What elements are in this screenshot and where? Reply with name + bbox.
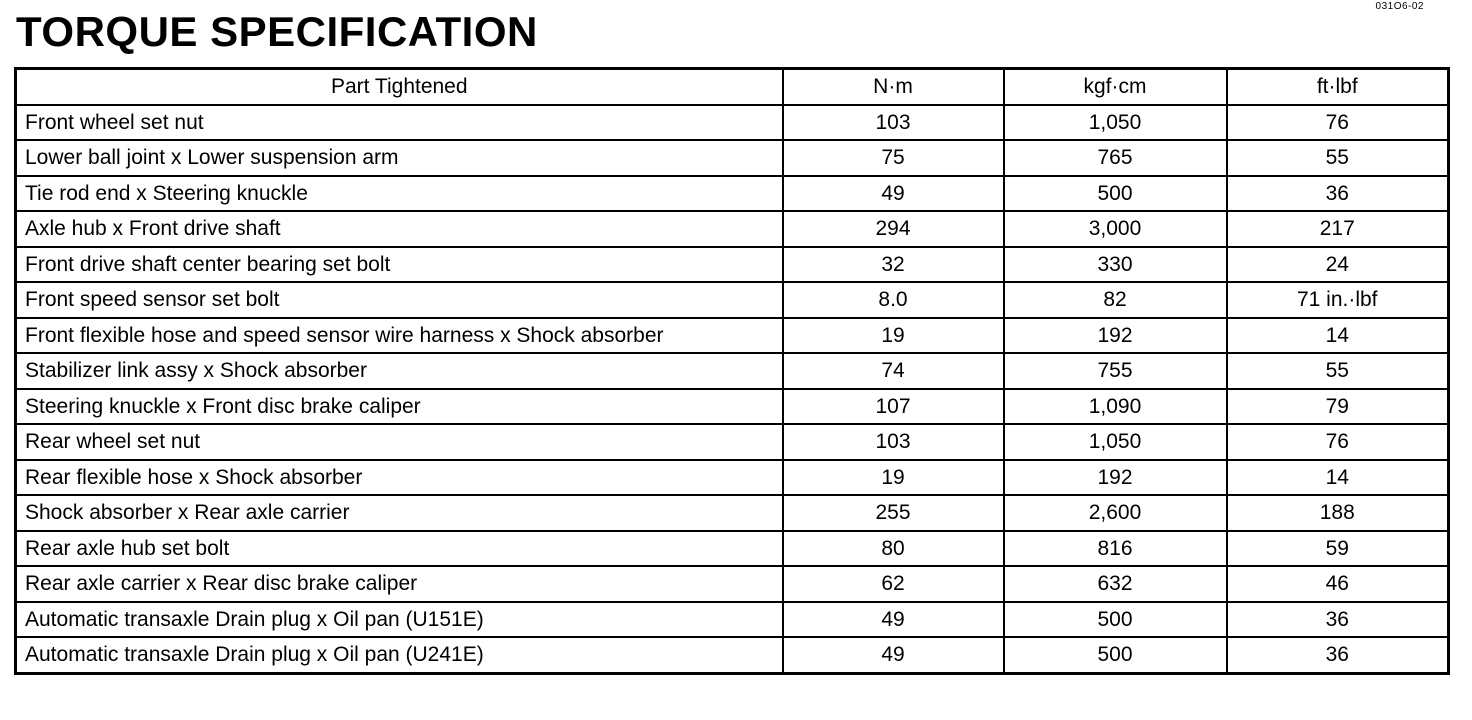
ft-lbf-cell: 36 [1227, 637, 1449, 673]
part-cell: Rear wheel set nut [16, 424, 783, 460]
kgf-cm-cell: 1,050 [1004, 105, 1227, 141]
nm-cell: 8.0 [783, 282, 1004, 318]
table-row [16, 353, 1449, 389]
ft-lbf-cell: 76 [1227, 424, 1449, 460]
nm-cell: 255 [783, 495, 1004, 531]
table-row [16, 495, 1449, 531]
kgf-cm-cell: 1,090 [1004, 389, 1227, 425]
ft-lbf-cell: 79 [1227, 389, 1449, 425]
nm-cell: 80 [783, 531, 1004, 567]
ft-lbf-cell: 14 [1227, 460, 1449, 496]
ft-lbf-cell: 59 [1227, 531, 1449, 567]
nm-cell: 74 [783, 353, 1004, 389]
table-header-row [16, 69, 1449, 105]
nm-cell: 19 [783, 318, 1004, 354]
ft-lbf-cell: 217 [1227, 211, 1449, 247]
kgf-cm-cell: 192 [1004, 318, 1227, 354]
part-cell: Automatic transaxle Drain plug x Oil pan (U241E) [16, 637, 783, 673]
table-row [16, 566, 1449, 602]
kgf-cm-cell: 755 [1004, 353, 1227, 389]
kgf-cm-cell: 1,050 [1004, 424, 1227, 460]
table-row [16, 602, 1449, 638]
part-cell: Rear axle carrier x Rear disc brake caliper [16, 566, 783, 602]
kgf-cm-cell: 192 [1004, 460, 1227, 496]
torque-table [14, 67, 1450, 675]
ft-lbf-cell: 55 [1227, 140, 1449, 176]
table-row [16, 424, 1449, 460]
part-cell: Shock absorber x Rear axle carrier [16, 495, 783, 531]
nm-cell: 19 [783, 460, 1004, 496]
nm-cell: 103 [783, 105, 1004, 141]
kgf-cm-cell: 3,000 [1004, 211, 1227, 247]
table-row [16, 282, 1449, 318]
kgf-cm-cell: 500 [1004, 176, 1227, 212]
nm-cell: 75 [783, 140, 1004, 176]
table-row [16, 140, 1449, 176]
nm-cell: 62 [783, 566, 1004, 602]
column-header-kgf-cm: kgf·cm [1004, 69, 1227, 105]
table-row [16, 460, 1449, 496]
table-row [16, 247, 1449, 283]
part-cell: Front speed sensor set bolt [16, 282, 783, 318]
kgf-cm-cell: 765 [1004, 140, 1227, 176]
nm-cell: 49 [783, 176, 1004, 212]
page-title: TORQUE SPECIFICATION [16, 8, 538, 55]
column-header-part: Part Tightened [16, 69, 783, 105]
part-cell: Steering knuckle x Front disc brake caliper [16, 389, 783, 425]
nm-cell: 49 [783, 637, 1004, 673]
ft-lbf-cell: 55 [1227, 353, 1449, 389]
table-row [16, 105, 1449, 141]
column-header-ft-lbf: ft·lbf [1227, 69, 1449, 105]
ft-lbf-cell: 14 [1227, 318, 1449, 354]
kgf-cm-cell: 500 [1004, 637, 1227, 673]
nm-cell: 107 [783, 389, 1004, 425]
part-cell: Front drive shaft center bearing set bolt [16, 247, 783, 283]
part-cell: Lower ball joint x Lower suspension arm [16, 140, 783, 176]
kgf-cm-cell: 816 [1004, 531, 1227, 567]
kgf-cm-cell: 632 [1004, 566, 1227, 602]
part-cell: Rear flexible hose x Shock absorber [16, 460, 783, 496]
ft-lbf-cell: 76 [1227, 105, 1449, 141]
part-cell: Tie rod end x Steering knuckle [16, 176, 783, 212]
table-row [16, 176, 1449, 212]
ft-lbf-cell: 36 [1227, 176, 1449, 212]
part-cell: Rear axle hub set bolt [16, 531, 783, 567]
kgf-cm-cell: 500 [1004, 602, 1227, 638]
part-cell: Automatic transaxle Drain plug x Oil pan (U151E) [16, 602, 783, 638]
table-row [16, 531, 1449, 567]
nm-cell: 103 [783, 424, 1004, 460]
kgf-cm-cell: 330 [1004, 247, 1227, 283]
ft-lbf-cell: 24 [1227, 247, 1449, 283]
kgf-cm-cell: 82 [1004, 282, 1227, 318]
ft-lbf-cell: 36 [1227, 602, 1449, 638]
document-code: 031O6-02 [1375, 1, 1424, 12]
kgf-cm-cell: 2,600 [1004, 495, 1227, 531]
part-cell: Stabilizer link assy x Shock absorber [16, 353, 783, 389]
ft-lbf-cell: 46 [1227, 566, 1449, 602]
part-cell: Axle hub x Front drive shaft [16, 211, 783, 247]
part-cell: Front flexible hose and speed sensor wire harness x Shock absorber [16, 318, 783, 354]
table-row [16, 389, 1449, 425]
nm-cell: 294 [783, 211, 1004, 247]
part-cell: Front wheel set nut [16, 105, 783, 141]
ft-lbf-cell: 71 in.·lbf [1227, 282, 1449, 318]
column-header-nm: N·m [783, 69, 1004, 105]
nm-cell: 32 [783, 247, 1004, 283]
table-row [16, 637, 1449, 673]
table-row [16, 318, 1449, 354]
table-body [16, 105, 1449, 674]
table-row [16, 211, 1449, 247]
nm-cell: 49 [783, 602, 1004, 638]
ft-lbf-cell: 188 [1227, 495, 1449, 531]
